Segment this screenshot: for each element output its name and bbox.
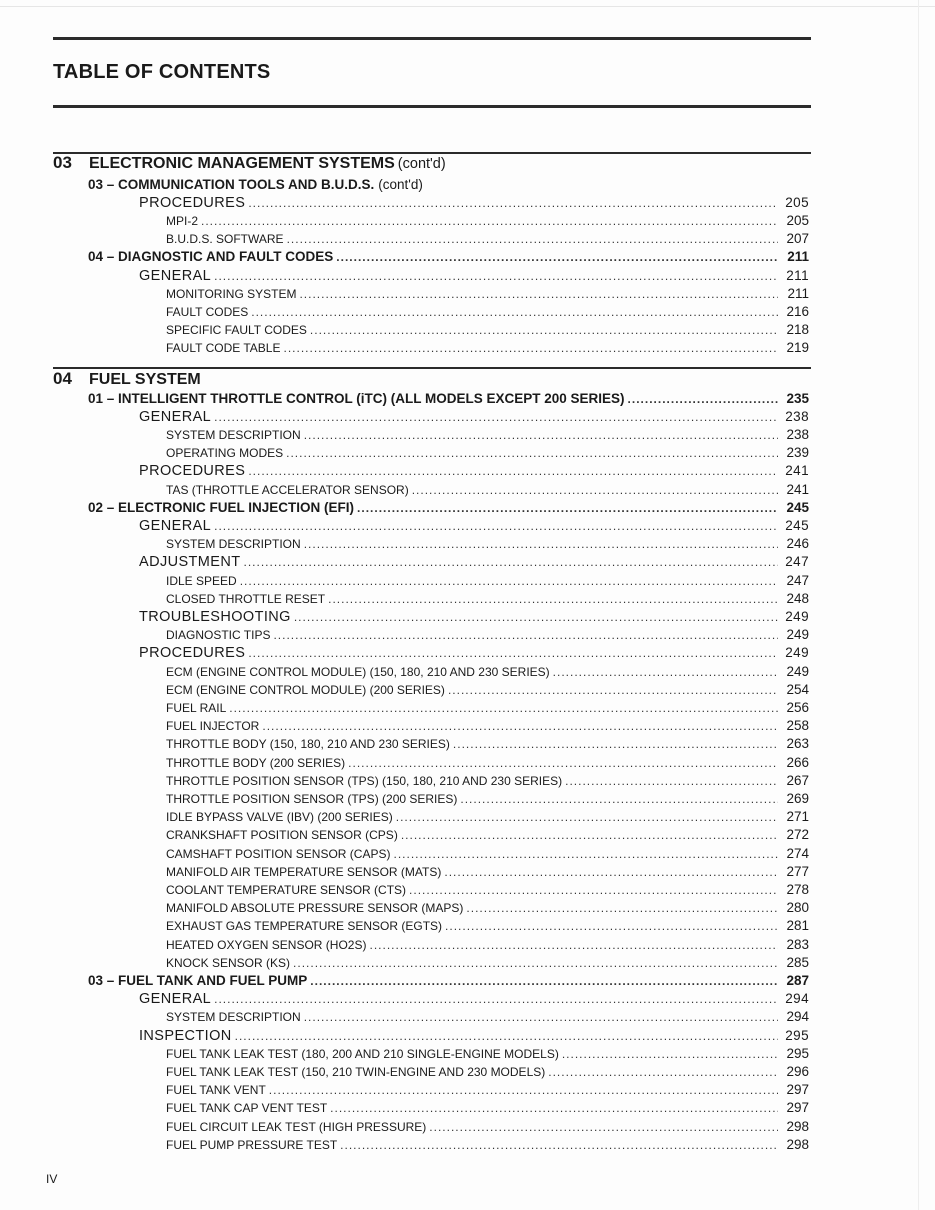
toc-topic-entry[interactable]: [166, 899, 809, 917]
toc-entry-label: IDLE SPEED: [166, 573, 237, 588]
toc-entry-label: FAULT CODE TABLE: [166, 341, 281, 356]
dot-leader: [409, 881, 778, 899]
toc-entry-label: GENERAL: [139, 267, 212, 284]
dot-leader: [453, 735, 778, 753]
section-header: [53, 153, 446, 173]
dot-leader: [240, 572, 778, 590]
toc-chapter-entry[interactable]: [88, 972, 809, 990]
section-title: ELECTRONIC MANAGEMENT SYSTEMS: [89, 155, 395, 172]
toc-entry-label: FUEL PUMP PRESSURE TEST: [166, 1137, 338, 1152]
toc-entry-label: ADJUSTMENT: [139, 554, 241, 571]
toc-page-number: 267: [786, 772, 809, 788]
toc-page-number: 263: [786, 736, 809, 752]
toc-page-number: 269: [786, 790, 809, 806]
toc-entry-label: THROTTLE BODY (150, 180, 210 AND 230 SERIES): [166, 737, 450, 752]
dot-leader: [214, 408, 778, 426]
dot-leader: [444, 863, 778, 881]
toc-entry-label: 01 – INTELLIGENT THROTTLE CONTROL (iTC) (ALL MODELS EXCEPT 200 SERIES): [88, 390, 625, 406]
toc-entry-label: CRANKSHAFT POSITION SENSOR (CPS): [166, 828, 398, 843]
toc-entry-label: B.U.D.S. SOFTWARE: [166, 232, 284, 247]
toc-page-number: 274: [786, 845, 809, 861]
toc-chapter-entry[interactable]: [88, 499, 809, 517]
toc-entry-label: THROTTLE POSITION SENSOR (TPS) (150, 180, 210 AND 230 SERIES): [166, 773, 563, 788]
toc-page-number: 241: [786, 481, 809, 497]
dot-leader: [248, 194, 778, 212]
toc-topic-entry[interactable]: [166, 881, 809, 899]
dot-leader: [293, 954, 778, 972]
toc-page-number: 277: [786, 863, 809, 879]
toc-entry-label: 04 – DIAGNOSTIC AND FAULT CODES: [88, 249, 334, 265]
toc-continued-note: (cont'd): [378, 176, 423, 192]
dot-leader: [286, 444, 778, 462]
dot-leader: [299, 285, 778, 303]
toc-topic-entry[interactable]: [166, 303, 809, 321]
toc-topic-entry[interactable]: [166, 572, 809, 590]
toc-topic-entry[interactable]: [166, 444, 809, 462]
toc-page-number: 297: [786, 1082, 809, 1098]
toc-topic-entry[interactable]: [166, 1063, 809, 1081]
toc-topic-entry[interactable]: [166, 590, 809, 608]
toc-topic-entry[interactable]: [166, 936, 809, 954]
page-title: TABLE OF CONTENTS: [53, 61, 271, 83]
toc-topic-entry[interactable]: [166, 735, 809, 753]
dot-leader: [214, 990, 778, 1008]
toc-entry-label: MANIFOLD AIR TEMPERATURE SENSOR (MATS): [166, 864, 442, 879]
toc-subsection-entry[interactable]: [139, 462, 809, 480]
dot-leader: [396, 808, 778, 826]
toc-topic-entry[interactable]: [166, 772, 809, 790]
toc-page-number: 249: [785, 608, 809, 624]
dot-leader: [310, 972, 778, 990]
page-number-footer: IV: [46, 1172, 58, 1186]
toc-topic-entry[interactable]: [166, 339, 809, 357]
toc-page-number: 271: [786, 809, 809, 825]
toc-page-number: 298: [786, 1118, 809, 1134]
toc-entry-label: FUEL TANK LEAK TEST (150, 210 TWIN-ENGINE AND 230 MODELS): [166, 1064, 546, 1079]
dot-leader: [357, 499, 778, 517]
toc-topic-entry[interactable]: [166, 863, 809, 881]
toc-topic-entry[interactable]: [166, 954, 809, 972]
toc-topic-entry[interactable]: [166, 717, 809, 735]
toc-page-number: 207: [786, 231, 809, 247]
section-continued-note: (cont'd): [397, 156, 446, 172]
toc-topic-entry[interactable]: [166, 1118, 809, 1136]
toc-subsection-entry[interactable]: [139, 608, 809, 626]
dot-leader: [445, 917, 778, 935]
toc-entry-label: SYSTEM DESCRIPTION: [166, 427, 301, 442]
toc-page-number: 211: [787, 285, 809, 301]
dot-leader: [214, 267, 778, 285]
toc-entry-label: PROCEDURES: [139, 463, 246, 480]
toc-topic-entry[interactable]: [166, 285, 809, 303]
toc-topic-entry[interactable]: [166, 1099, 809, 1117]
toc-page-number: 254: [786, 681, 809, 697]
toc-topic-entry[interactable]: [166, 663, 809, 681]
toc-page-number: 294: [786, 1009, 809, 1025]
dot-leader: [304, 1008, 778, 1026]
toc-page-number: 245: [786, 499, 809, 515]
toc-topic-entry[interactable]: [166, 230, 809, 248]
toc-page-number: 256: [786, 699, 809, 715]
toc-subsection-entry[interactable]: [139, 990, 809, 1008]
title-top-rule: [53, 37, 811, 40]
dot-leader: [269, 1081, 778, 1099]
toc-entry-label: FUEL TANK CAP VENT TEST: [166, 1101, 328, 1116]
dot-leader: [214, 517, 778, 535]
dot-leader: [412, 481, 778, 499]
toc-subsection-entry[interactable]: [139, 553, 809, 571]
dot-leader: [330, 1099, 778, 1117]
dot-leader: [548, 1063, 778, 1081]
toc-topic-entry[interactable]: [166, 681, 809, 699]
toc-page-number: 266: [786, 754, 809, 770]
toc-entry-label: TROUBLESHOOTING: [139, 608, 291, 625]
toc-subsection-entry[interactable]: [139, 517, 809, 535]
toc-topic-entry[interactable]: [166, 808, 809, 826]
toc-page-number: 295: [786, 1045, 809, 1061]
toc-topic-entry[interactable]: [166, 1081, 809, 1099]
toc-page-number: 247: [785, 554, 809, 570]
dot-leader: [553, 663, 778, 681]
page-right-edge: [918, 0, 919, 1210]
toc-topic-entry[interactable]: [166, 1045, 809, 1063]
toc-topic-entry[interactable]: [166, 1008, 809, 1026]
toc-page-number: 272: [786, 827, 809, 843]
toc-entry-label: IDLE BYPASS VALVE (IBV) (200 SERIES): [166, 810, 393, 825]
dot-leader: [336, 248, 778, 266]
toc-page-number: 285: [786, 954, 809, 970]
toc-page-number: 249: [786, 663, 809, 679]
dot-leader: [294, 608, 778, 626]
dot-leader: [201, 212, 778, 230]
dot-leader: [401, 826, 778, 844]
toc-page-number: 218: [786, 322, 809, 338]
dot-leader: [348, 754, 778, 772]
toc-entry-label: FAULT CODES: [166, 304, 249, 319]
toc-page-number: 294: [785, 991, 809, 1007]
toc-entry-label: GENERAL: [139, 517, 212, 534]
dot-leader: [248, 462, 778, 480]
toc-topic-entry[interactable]: [166, 321, 809, 339]
toc-page-number: 258: [786, 718, 809, 734]
toc-page-number: 247: [786, 572, 809, 588]
toc-entry-label: FUEL RAIL: [166, 700, 227, 715]
toc-entry-label: THROTTLE POSITION SENSOR (TPS) (200 SERIES): [166, 791, 458, 806]
toc-page-number: 248: [786, 590, 809, 606]
dot-leader: [429, 1118, 778, 1136]
toc-page-number: 205: [786, 212, 809, 228]
toc-entry-label: 03 – COMMUNICATION TOOLS AND B.U.D.S.: [88, 176, 375, 192]
page-top-edge: [0, 6, 935, 7]
section-header: [53, 369, 201, 389]
dot-leader: [262, 717, 778, 735]
toc-entry-label: SYSTEM DESCRIPTION: [166, 1010, 301, 1025]
toc-subsection-entry[interactable]: [139, 408, 809, 426]
toc-topic-entry[interactable]: [166, 426, 809, 444]
toc-page-number: 295: [785, 1027, 809, 1043]
toc-entry-label: THROTTLE BODY (200 SERIES): [166, 755, 346, 770]
toc-chapter-entry[interactable]: [88, 390, 809, 408]
dot-leader: [328, 590, 778, 608]
toc-entry-label: FUEL TANK VENT: [166, 1083, 266, 1098]
toc-entry-label: 03 – FUEL TANK AND FUEL PUMP: [88, 972, 308, 988]
dot-leader: [340, 1136, 778, 1154]
dot-leader: [565, 772, 778, 790]
toc-entry-label: CLOSED THROTTLE RESET: [166, 591, 326, 606]
toc-page-number: 205: [785, 194, 809, 210]
toc-page-number: 280: [786, 900, 809, 916]
toc-entry-label: PROCEDURES: [139, 645, 246, 662]
dot-leader: [310, 321, 778, 339]
toc-page-number: 239: [786, 445, 809, 461]
toc-subsection-entry[interactable]: [139, 267, 809, 285]
dot-leader: [251, 303, 778, 321]
toc-topic-entry[interactable]: [166, 917, 809, 935]
toc-page-number: 283: [786, 936, 809, 952]
title-bottom-rule: [53, 105, 811, 108]
toc-entry-label: MONITORING SYSTEM: [166, 286, 297, 301]
toc-page-number: 249: [786, 627, 809, 643]
toc-entry-label: FUEL INJECTOR: [166, 719, 260, 734]
toc-page-number: 281: [786, 918, 809, 934]
toc-page-number: 297: [786, 1100, 809, 1116]
toc-page-number: 249: [785, 645, 809, 661]
dot-leader: [369, 936, 778, 954]
toc-entry-label: COOLANT TEMPERATURE SENSOR (CTS): [166, 882, 407, 897]
toc-subsection-entry[interactable]: [139, 1027, 809, 1045]
toc-entry-label: 02 – ELECTRONIC FUEL INJECTION (EFI): [88, 499, 355, 515]
toc-page-number: 298: [786, 1136, 809, 1152]
toc-page-number: 238: [786, 426, 809, 442]
section-number: 03: [53, 153, 72, 172]
dot-leader: [393, 845, 778, 863]
toc-page-number: 238: [785, 408, 809, 424]
toc-entry-label: PROCEDURES: [139, 194, 246, 211]
toc-entry-label: INSPECTION: [139, 1027, 232, 1044]
toc-topic-entry[interactable]: [166, 826, 809, 844]
toc-chapter-entry[interactable]: [88, 176, 809, 194]
toc-entry-label: FUEL CIRCUIT LEAK TEST (HIGH PRESSURE): [166, 1119, 427, 1134]
toc-entry-label: SYSTEM DESCRIPTION: [166, 537, 301, 552]
toc-entry-label: KNOCK SENSOR (KS): [166, 955, 291, 970]
dot-leader: [273, 626, 778, 644]
toc-page-number: 296: [786, 1063, 809, 1079]
toc-topic-entry[interactable]: [166, 1136, 809, 1154]
toc-page-number: 235: [786, 390, 809, 406]
toc-entry-label: CAMSHAFT POSITION SENSOR (CAPS): [166, 846, 391, 861]
toc-page-number: 246: [786, 536, 809, 552]
toc-page-number: 211: [786, 267, 809, 283]
toc-page-number: 241: [785, 463, 809, 479]
toc-entry-label: FUEL TANK LEAK TEST (180, 200 AND 210 SINGLE-ENGINE MODELS): [166, 1046, 559, 1061]
toc-page-number: 245: [785, 517, 809, 533]
toc-entry-label: MPI-2: [166, 213, 199, 228]
dot-leader: [283, 339, 778, 357]
section-number: 04: [53, 369, 72, 388]
toc-topic-entry[interactable]: [166, 212, 809, 230]
toc-topic-entry[interactable]: [166, 535, 809, 553]
toc-page-number: 216: [786, 303, 809, 319]
dot-leader: [287, 230, 778, 248]
section-title: FUEL SYSTEM: [89, 371, 201, 388]
dot-leader: [243, 553, 778, 571]
toc-chapter-entry[interactable]: [88, 248, 809, 266]
toc-entry-label: ECM (ENGINE CONTROL MODULE) (200 SERIES): [166, 682, 445, 697]
toc-entry-label: EXHAUST GAS TEMPERATURE SENSOR (EGTS): [166, 919, 443, 934]
toc-entry-label: MANIFOLD ABSOLUTE PRESSURE SENSOR (MAPS): [166, 901, 464, 916]
toc-entry-label: HEATED OXYGEN SENSOR (HO2S): [166, 937, 367, 952]
dot-leader: [460, 790, 778, 808]
toc-topic-entry[interactable]: [166, 754, 809, 772]
toc-topic-entry[interactable]: [166, 626, 809, 644]
toc-subsection-entry[interactable]: [139, 194, 809, 212]
toc-entry-label: GENERAL: [139, 991, 212, 1008]
toc-entry-label: SPECIFIC FAULT CODES: [166, 323, 307, 338]
dot-leader: [235, 1027, 778, 1045]
dot-leader: [304, 535, 778, 553]
toc-entry-label: DIAGNOSTIC TIPS: [166, 628, 271, 643]
toc-topic-entry[interactable]: [166, 845, 809, 863]
toc-entry-label: ECM (ENGINE CONTROL MODULE) (150, 180, 210 AND 230 SERIES): [166, 664, 550, 679]
toc-page-number: 278: [786, 881, 809, 897]
toc-page-number: 219: [786, 340, 809, 356]
toc-page-number: 287: [786, 972, 809, 988]
toc-topic-entry[interactable]: [166, 699, 809, 717]
toc-entry-label: TAS (THROTTLE ACCELERATOR SENSOR): [166, 482, 409, 497]
dot-leader: [562, 1045, 778, 1063]
toc-topic-entry[interactable]: [166, 790, 809, 808]
dot-leader: [466, 899, 778, 917]
dot-leader: [229, 699, 778, 717]
toc-entry-label: OPERATING MODES: [166, 446, 284, 461]
toc-subsection-entry[interactable]: [139, 644, 809, 662]
toc-page-number: 211: [787, 249, 809, 265]
dot-leader: [628, 390, 778, 408]
toc-topic-entry[interactable]: [166, 481, 809, 499]
toc-entry-label: GENERAL: [139, 408, 212, 425]
dot-leader: [248, 644, 778, 662]
dot-leader: [448, 681, 778, 699]
dot-leader: [304, 426, 778, 444]
